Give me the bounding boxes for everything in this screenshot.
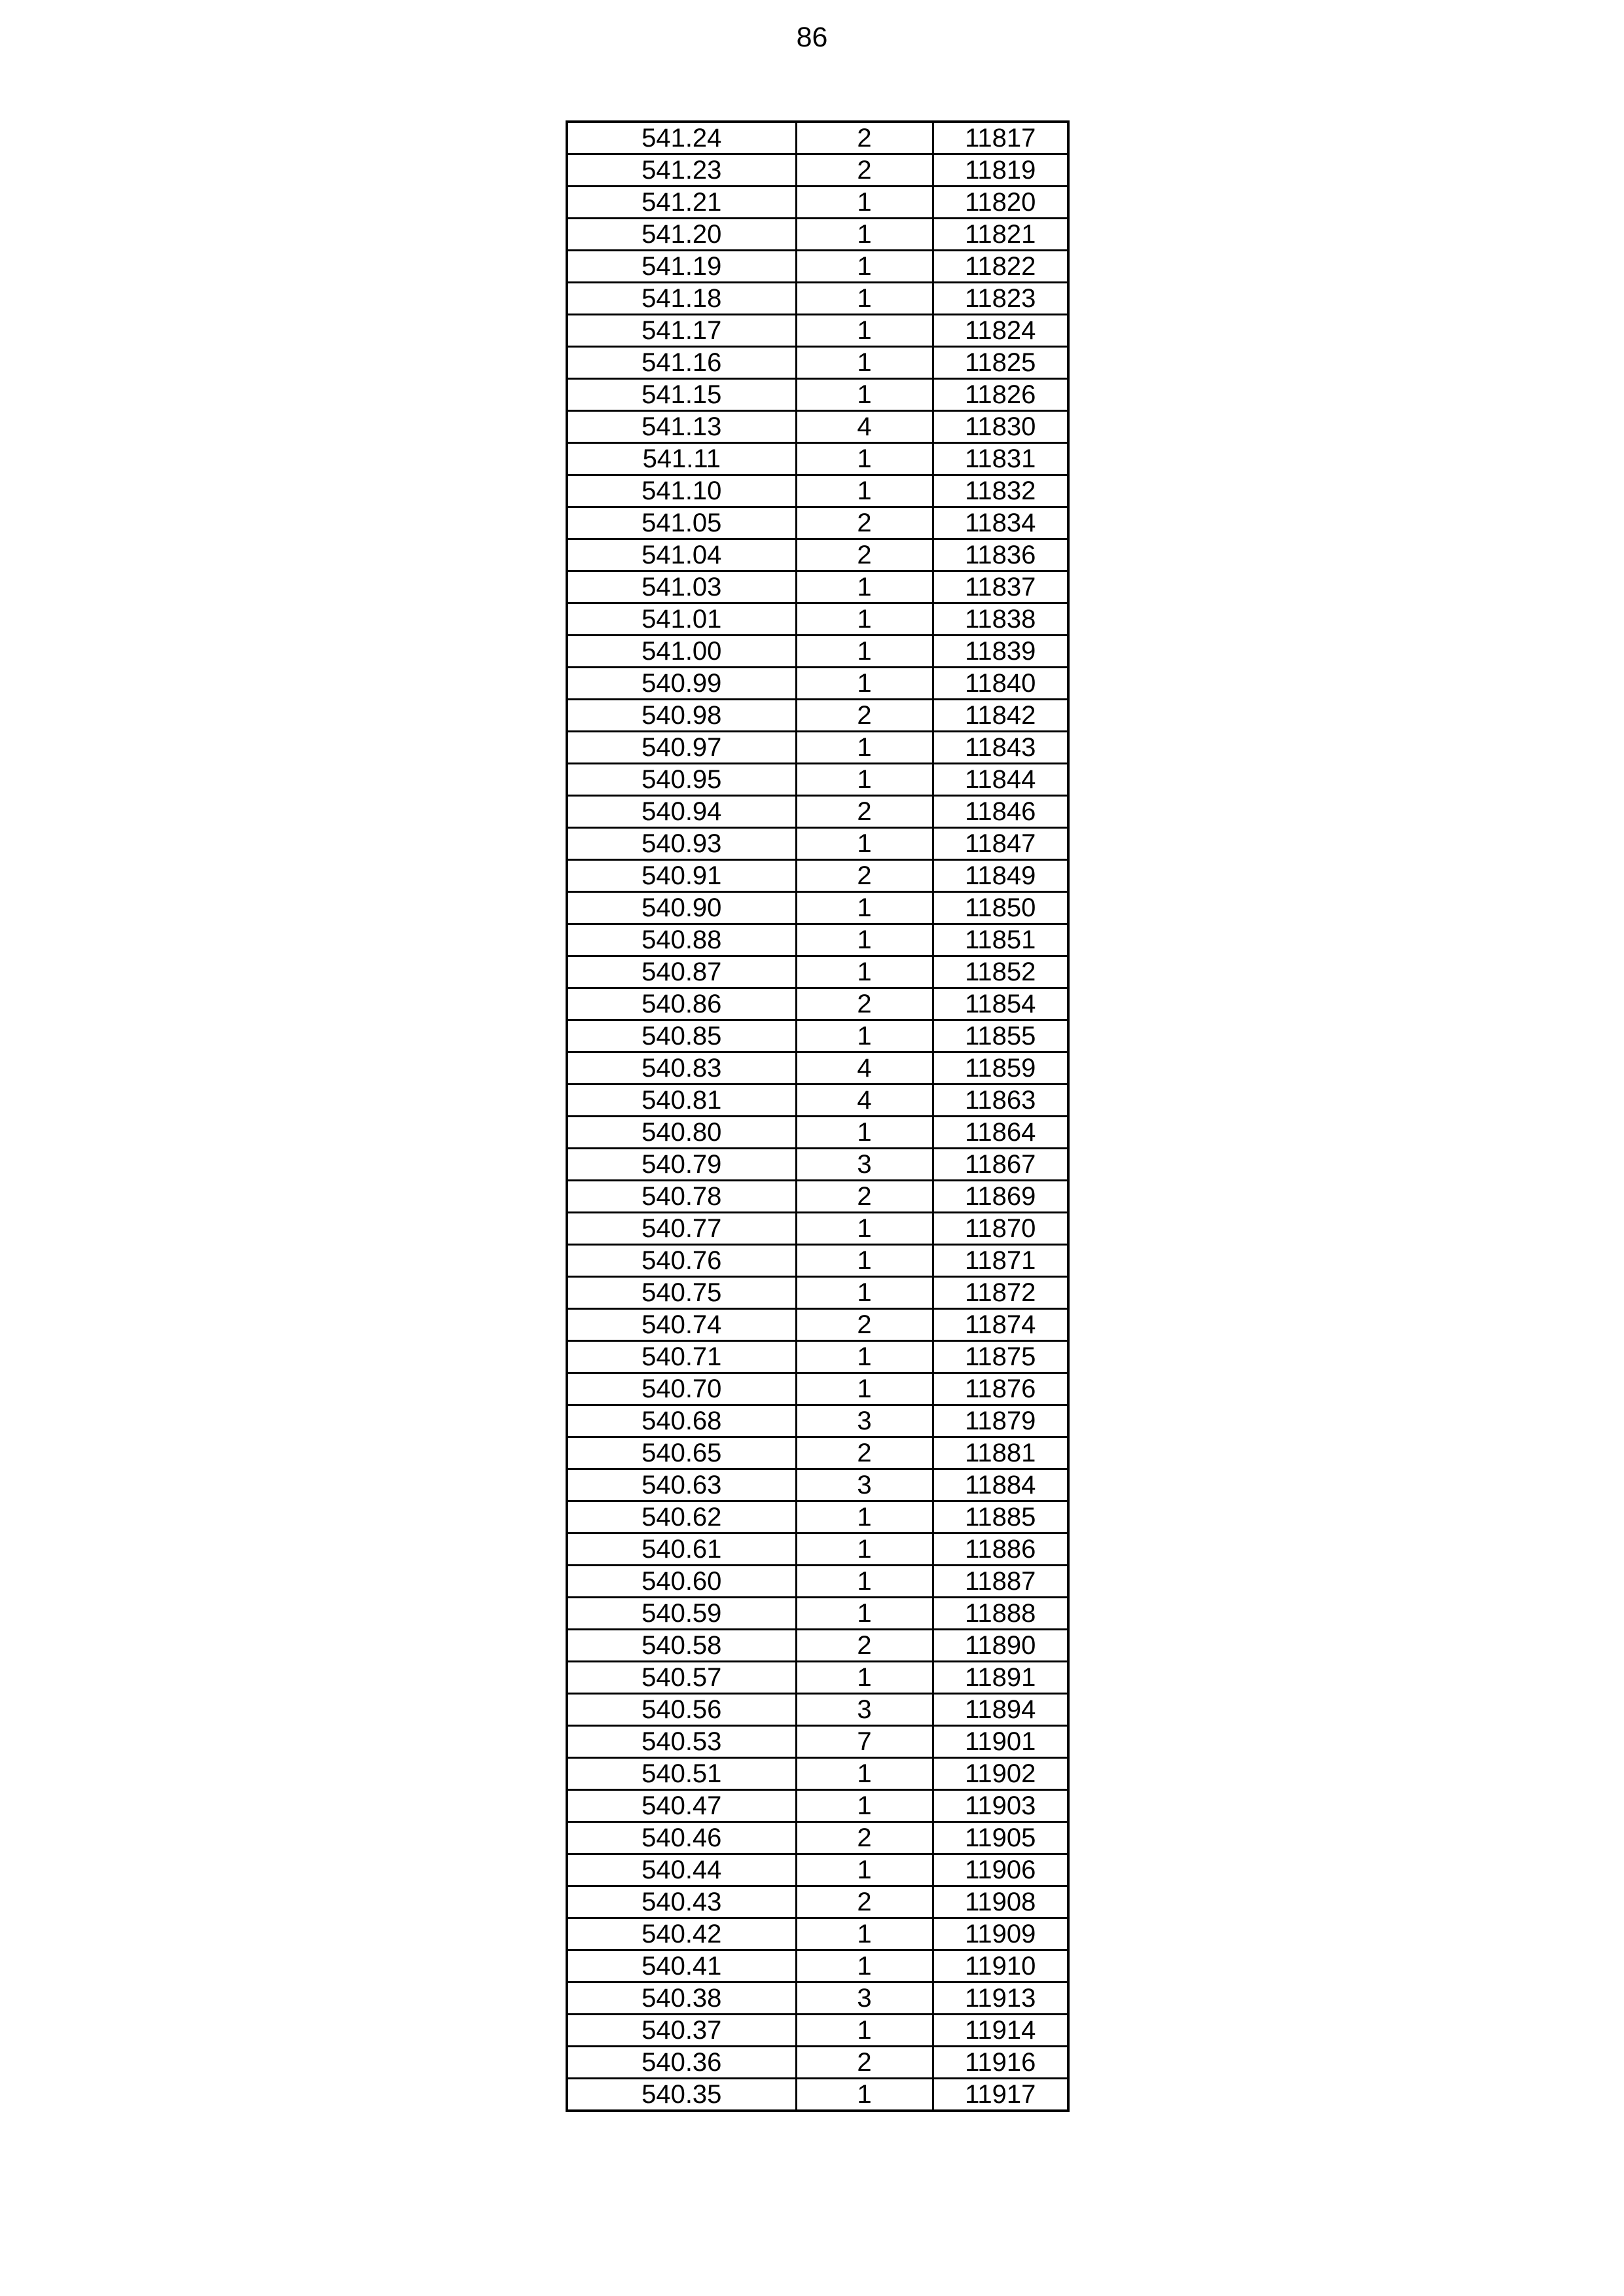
count-cell: 1 bbox=[796, 187, 933, 219]
value-cell: 541.16 bbox=[567, 347, 796, 379]
value-cell: 541.17 bbox=[567, 315, 796, 347]
table-row bbox=[567, 187, 1068, 219]
value-cell: 540.42 bbox=[567, 1918, 796, 1950]
cumulative-cell: 11867 bbox=[933, 1149, 1068, 1181]
count-cell: 1 bbox=[796, 1758, 933, 1790]
count-cell: 1 bbox=[796, 1662, 933, 1694]
value-cell: 540.87 bbox=[567, 956, 796, 988]
cumulative-cell: 11879 bbox=[933, 1405, 1068, 1437]
count-cell: 4 bbox=[796, 411, 933, 443]
cumulative-cell: 11840 bbox=[933, 668, 1068, 700]
cumulative-cell: 11830 bbox=[933, 411, 1068, 443]
table-row bbox=[567, 1245, 1068, 1277]
table-row bbox=[567, 2079, 1068, 2111]
count-cell: 3 bbox=[796, 1694, 933, 1726]
table-row bbox=[567, 603, 1068, 636]
value-cell: 540.93 bbox=[567, 828, 796, 860]
data-table bbox=[566, 120, 1070, 2112]
count-cell: 2 bbox=[796, 154, 933, 187]
count-cell: 2 bbox=[796, 122, 933, 154]
count-cell: 1 bbox=[796, 1341, 933, 1373]
table-row bbox=[567, 1373, 1068, 1405]
value-cell: 540.86 bbox=[567, 988, 796, 1020]
table-row bbox=[567, 1309, 1068, 1341]
cumulative-cell: 11894 bbox=[933, 1694, 1068, 1726]
value-cell: 540.57 bbox=[567, 1662, 796, 1694]
value-cell: 541.15 bbox=[567, 379, 796, 411]
count-cell: 1 bbox=[796, 956, 933, 988]
cumulative-cell: 11854 bbox=[933, 988, 1068, 1020]
cumulative-cell: 11874 bbox=[933, 1309, 1068, 1341]
count-cell: 1 bbox=[796, 443, 933, 475]
cumulative-cell: 11884 bbox=[933, 1469, 1068, 1501]
cumulative-cell: 11819 bbox=[933, 154, 1068, 187]
table-row bbox=[567, 475, 1068, 507]
table-row bbox=[567, 1181, 1068, 1213]
value-cell: 540.71 bbox=[567, 1341, 796, 1373]
count-cell: 1 bbox=[796, 315, 933, 347]
count-cell: 3 bbox=[796, 1469, 933, 1501]
cumulative-cell: 11869 bbox=[933, 1181, 1068, 1213]
cumulative-cell: 11905 bbox=[933, 1822, 1068, 1854]
table-row bbox=[567, 988, 1068, 1020]
count-cell: 1 bbox=[796, 1117, 933, 1149]
cumulative-cell: 11887 bbox=[933, 1566, 1068, 1598]
table-row bbox=[567, 1726, 1068, 1758]
count-cell: 4 bbox=[796, 1085, 933, 1117]
table-row bbox=[567, 1822, 1068, 1854]
table-row bbox=[567, 1918, 1068, 1950]
cumulative-cell: 11864 bbox=[933, 1117, 1068, 1149]
table-row bbox=[567, 2015, 1068, 2047]
count-cell: 1 bbox=[796, 1566, 933, 1598]
value-cell: 540.56 bbox=[567, 1694, 796, 1726]
count-cell: 2 bbox=[796, 796, 933, 828]
value-cell: 540.68 bbox=[567, 1405, 796, 1437]
table-row bbox=[567, 1950, 1068, 1982]
cumulative-cell: 11821 bbox=[933, 219, 1068, 251]
value-cell: 540.70 bbox=[567, 1373, 796, 1405]
cumulative-cell: 11825 bbox=[933, 347, 1068, 379]
value-cell: 541.13 bbox=[567, 411, 796, 443]
table-row bbox=[567, 1534, 1068, 1566]
cumulative-cell: 11855 bbox=[933, 1020, 1068, 1052]
count-cell: 2 bbox=[796, 507, 933, 539]
table-row bbox=[567, 1854, 1068, 1886]
table-row bbox=[567, 1405, 1068, 1437]
cumulative-cell: 11886 bbox=[933, 1534, 1068, 1566]
count-cell: 2 bbox=[796, 988, 933, 1020]
table-row bbox=[567, 1501, 1068, 1534]
count-cell: 1 bbox=[796, 1534, 933, 1566]
cumulative-cell: 11901 bbox=[933, 1726, 1068, 1758]
table-row bbox=[567, 283, 1068, 315]
value-cell: 540.38 bbox=[567, 1982, 796, 2015]
count-cell: 1 bbox=[796, 668, 933, 700]
cumulative-cell: 11826 bbox=[933, 379, 1068, 411]
cumulative-cell: 11859 bbox=[933, 1052, 1068, 1085]
count-cell: 1 bbox=[796, 219, 933, 251]
count-cell: 1 bbox=[796, 603, 933, 636]
table-row bbox=[567, 571, 1068, 603]
table-row bbox=[567, 796, 1068, 828]
count-cell: 1 bbox=[796, 1790, 933, 1822]
cumulative-cell: 11902 bbox=[933, 1758, 1068, 1790]
count-cell: 2 bbox=[796, 1181, 933, 1213]
value-cell: 540.95 bbox=[567, 764, 796, 796]
cumulative-cell: 11891 bbox=[933, 1662, 1068, 1694]
count-cell: 7 bbox=[796, 1726, 933, 1758]
value-cell: 540.60 bbox=[567, 1566, 796, 1598]
count-cell: 3 bbox=[796, 1149, 933, 1181]
cumulative-cell: 11917 bbox=[933, 2079, 1068, 2111]
count-cell: 2 bbox=[796, 1630, 933, 1662]
count-cell: 1 bbox=[796, 1277, 933, 1309]
table-row bbox=[567, 443, 1068, 475]
count-cell: 1 bbox=[796, 251, 933, 283]
cumulative-cell: 11832 bbox=[933, 475, 1068, 507]
cumulative-cell: 11839 bbox=[933, 636, 1068, 668]
count-cell: 1 bbox=[796, 379, 933, 411]
table-row bbox=[567, 764, 1068, 796]
value-cell: 540.43 bbox=[567, 1886, 796, 1918]
value-cell: 541.21 bbox=[567, 187, 796, 219]
value-cell: 540.90 bbox=[567, 892, 796, 924]
table-row bbox=[567, 1341, 1068, 1373]
cumulative-cell: 11916 bbox=[933, 2047, 1068, 2079]
value-cell: 540.44 bbox=[567, 1854, 796, 1886]
table-row bbox=[567, 379, 1068, 411]
cumulative-cell: 11834 bbox=[933, 507, 1068, 539]
cumulative-cell: 11890 bbox=[933, 1630, 1068, 1662]
table-row bbox=[567, 251, 1068, 283]
value-cell: 540.77 bbox=[567, 1213, 796, 1245]
table-body bbox=[567, 122, 1068, 2111]
count-cell: 1 bbox=[796, 1950, 933, 1982]
count-cell: 1 bbox=[796, 1598, 933, 1630]
cumulative-cell: 11844 bbox=[933, 764, 1068, 796]
value-cell: 540.61 bbox=[567, 1534, 796, 1566]
table-row bbox=[567, 2047, 1068, 2079]
count-cell: 1 bbox=[796, 475, 933, 507]
cumulative-cell: 11913 bbox=[933, 1982, 1068, 2015]
cumulative-cell: 11837 bbox=[933, 571, 1068, 603]
table-row bbox=[567, 1085, 1068, 1117]
cumulative-cell: 11838 bbox=[933, 603, 1068, 636]
cumulative-cell: 11820 bbox=[933, 187, 1068, 219]
value-cell: 540.81 bbox=[567, 1085, 796, 1117]
value-cell: 540.79 bbox=[567, 1149, 796, 1181]
cumulative-cell: 11822 bbox=[933, 251, 1068, 283]
table-row bbox=[567, 924, 1068, 956]
cumulative-cell: 11863 bbox=[933, 1085, 1068, 1117]
value-cell: 540.63 bbox=[567, 1469, 796, 1501]
count-cell: 2 bbox=[796, 1437, 933, 1469]
cumulative-cell: 11871 bbox=[933, 1245, 1068, 1277]
count-cell: 1 bbox=[796, 283, 933, 315]
table-row bbox=[567, 1694, 1068, 1726]
table-row bbox=[567, 1020, 1068, 1052]
table-row bbox=[567, 1117, 1068, 1149]
count-cell: 4 bbox=[796, 1052, 933, 1085]
table-row bbox=[567, 700, 1068, 732]
value-cell: 540.46 bbox=[567, 1822, 796, 1854]
table-row bbox=[567, 636, 1068, 668]
value-cell: 540.74 bbox=[567, 1309, 796, 1341]
cumulative-cell: 11903 bbox=[933, 1790, 1068, 1822]
cumulative-cell: 11842 bbox=[933, 700, 1068, 732]
cumulative-cell: 11846 bbox=[933, 796, 1068, 828]
value-cell: 541.01 bbox=[567, 603, 796, 636]
cumulative-cell: 11817 bbox=[933, 122, 1068, 154]
value-cell: 540.53 bbox=[567, 1726, 796, 1758]
value-cell: 541.20 bbox=[567, 219, 796, 251]
cumulative-cell: 11850 bbox=[933, 892, 1068, 924]
value-cell: 540.78 bbox=[567, 1181, 796, 1213]
value-cell: 540.97 bbox=[567, 732, 796, 764]
cumulative-cell: 11843 bbox=[933, 732, 1068, 764]
cumulative-cell: 11849 bbox=[933, 860, 1068, 892]
count-cell: 2 bbox=[796, 539, 933, 571]
table-row bbox=[567, 1758, 1068, 1790]
value-cell: 540.41 bbox=[567, 1950, 796, 1982]
count-cell: 2 bbox=[796, 860, 933, 892]
value-cell: 541.04 bbox=[567, 539, 796, 571]
count-cell: 1 bbox=[796, 828, 933, 860]
table-row bbox=[567, 315, 1068, 347]
cumulative-cell: 11852 bbox=[933, 956, 1068, 988]
cumulative-cell: 11824 bbox=[933, 315, 1068, 347]
cumulative-cell: 11885 bbox=[933, 1501, 1068, 1534]
count-cell: 1 bbox=[796, 732, 933, 764]
table-row bbox=[567, 1662, 1068, 1694]
page-number: 86 bbox=[796, 22, 828, 53]
cumulative-cell: 11914 bbox=[933, 2015, 1068, 2047]
table-row bbox=[567, 539, 1068, 571]
table-row bbox=[567, 1566, 1068, 1598]
count-cell: 2 bbox=[796, 1822, 933, 1854]
value-cell: 541.00 bbox=[567, 636, 796, 668]
table-row bbox=[567, 1982, 1068, 2015]
count-cell: 2 bbox=[796, 1886, 933, 1918]
count-cell: 1 bbox=[796, 1501, 933, 1534]
table-row bbox=[567, 1886, 1068, 1918]
value-cell: 540.83 bbox=[567, 1052, 796, 1085]
table-row bbox=[567, 1598, 1068, 1630]
cumulative-cell: 11876 bbox=[933, 1373, 1068, 1405]
cumulative-cell: 11823 bbox=[933, 283, 1068, 315]
value-cell: 540.51 bbox=[567, 1758, 796, 1790]
table-row bbox=[567, 1277, 1068, 1309]
table-row bbox=[567, 1630, 1068, 1662]
value-cell: 541.18 bbox=[567, 283, 796, 315]
value-cell: 540.98 bbox=[567, 700, 796, 732]
table-row bbox=[567, 892, 1068, 924]
value-cell: 540.75 bbox=[567, 1277, 796, 1309]
cumulative-cell: 11875 bbox=[933, 1341, 1068, 1373]
table-row bbox=[567, 1213, 1068, 1245]
value-cell: 541.03 bbox=[567, 571, 796, 603]
value-cell: 540.65 bbox=[567, 1437, 796, 1469]
count-cell: 2 bbox=[796, 2047, 933, 2079]
value-cell: 541.10 bbox=[567, 475, 796, 507]
value-cell: 540.47 bbox=[567, 1790, 796, 1822]
table-row bbox=[567, 732, 1068, 764]
count-cell: 1 bbox=[796, 1245, 933, 1277]
value-cell: 540.88 bbox=[567, 924, 796, 956]
count-cell: 1 bbox=[796, 2079, 933, 2111]
value-cell: 541.23 bbox=[567, 154, 796, 187]
table-row bbox=[567, 668, 1068, 700]
value-cell: 540.36 bbox=[567, 2047, 796, 2079]
cumulative-cell: 11888 bbox=[933, 1598, 1068, 1630]
count-cell: 1 bbox=[796, 892, 933, 924]
value-cell: 541.19 bbox=[567, 251, 796, 283]
value-cell: 541.05 bbox=[567, 507, 796, 539]
count-cell: 1 bbox=[796, 1373, 933, 1405]
count-cell: 1 bbox=[796, 347, 933, 379]
value-cell: 540.37 bbox=[567, 2015, 796, 2047]
count-cell: 2 bbox=[796, 700, 933, 732]
table-row bbox=[567, 1790, 1068, 1822]
count-cell: 1 bbox=[796, 2015, 933, 2047]
count-cell: 3 bbox=[796, 1982, 933, 2015]
count-cell: 1 bbox=[796, 1213, 933, 1245]
value-cell: 540.59 bbox=[567, 1598, 796, 1630]
count-cell: 1 bbox=[796, 636, 933, 668]
value-cell: 540.99 bbox=[567, 668, 796, 700]
value-cell: 540.85 bbox=[567, 1020, 796, 1052]
cumulative-cell: 11906 bbox=[933, 1854, 1068, 1886]
value-cell: 540.62 bbox=[567, 1501, 796, 1534]
table-row bbox=[567, 154, 1068, 187]
value-cell: 540.94 bbox=[567, 796, 796, 828]
cumulative-cell: 11831 bbox=[933, 443, 1068, 475]
cumulative-cell: 11872 bbox=[933, 1277, 1068, 1309]
value-cell: 541.24 bbox=[567, 122, 796, 154]
value-cell: 540.58 bbox=[567, 1630, 796, 1662]
count-cell: 1 bbox=[796, 571, 933, 603]
table-row bbox=[567, 956, 1068, 988]
table-row bbox=[567, 411, 1068, 443]
count-cell: 1 bbox=[796, 1020, 933, 1052]
table-row bbox=[567, 1052, 1068, 1085]
cumulative-cell: 11836 bbox=[933, 539, 1068, 571]
cumulative-cell: 11881 bbox=[933, 1437, 1068, 1469]
table-row bbox=[567, 122, 1068, 154]
table-row bbox=[567, 347, 1068, 379]
value-cell: 541.11 bbox=[567, 443, 796, 475]
count-cell: 3 bbox=[796, 1405, 933, 1437]
table-row bbox=[567, 1149, 1068, 1181]
value-cell: 540.35 bbox=[567, 2079, 796, 2111]
table-row bbox=[567, 828, 1068, 860]
count-cell: 1 bbox=[796, 764, 933, 796]
cumulative-cell: 11851 bbox=[933, 924, 1068, 956]
cumulative-cell: 11910 bbox=[933, 1950, 1068, 1982]
value-cell: 540.80 bbox=[567, 1117, 796, 1149]
cumulative-cell: 11847 bbox=[933, 828, 1068, 860]
table-row bbox=[567, 1469, 1068, 1501]
count-cell: 1 bbox=[796, 1918, 933, 1950]
value-cell: 540.76 bbox=[567, 1245, 796, 1277]
table-row bbox=[567, 219, 1068, 251]
count-cell: 2 bbox=[796, 1309, 933, 1341]
table-row bbox=[567, 860, 1068, 892]
count-cell: 1 bbox=[796, 924, 933, 956]
count-cell: 1 bbox=[796, 1854, 933, 1886]
cumulative-cell: 11870 bbox=[933, 1213, 1068, 1245]
table-row bbox=[567, 1437, 1068, 1469]
cumulative-cell: 11909 bbox=[933, 1918, 1068, 1950]
table-row bbox=[567, 507, 1068, 539]
value-cell: 540.91 bbox=[567, 860, 796, 892]
cumulative-cell: 11908 bbox=[933, 1886, 1068, 1918]
